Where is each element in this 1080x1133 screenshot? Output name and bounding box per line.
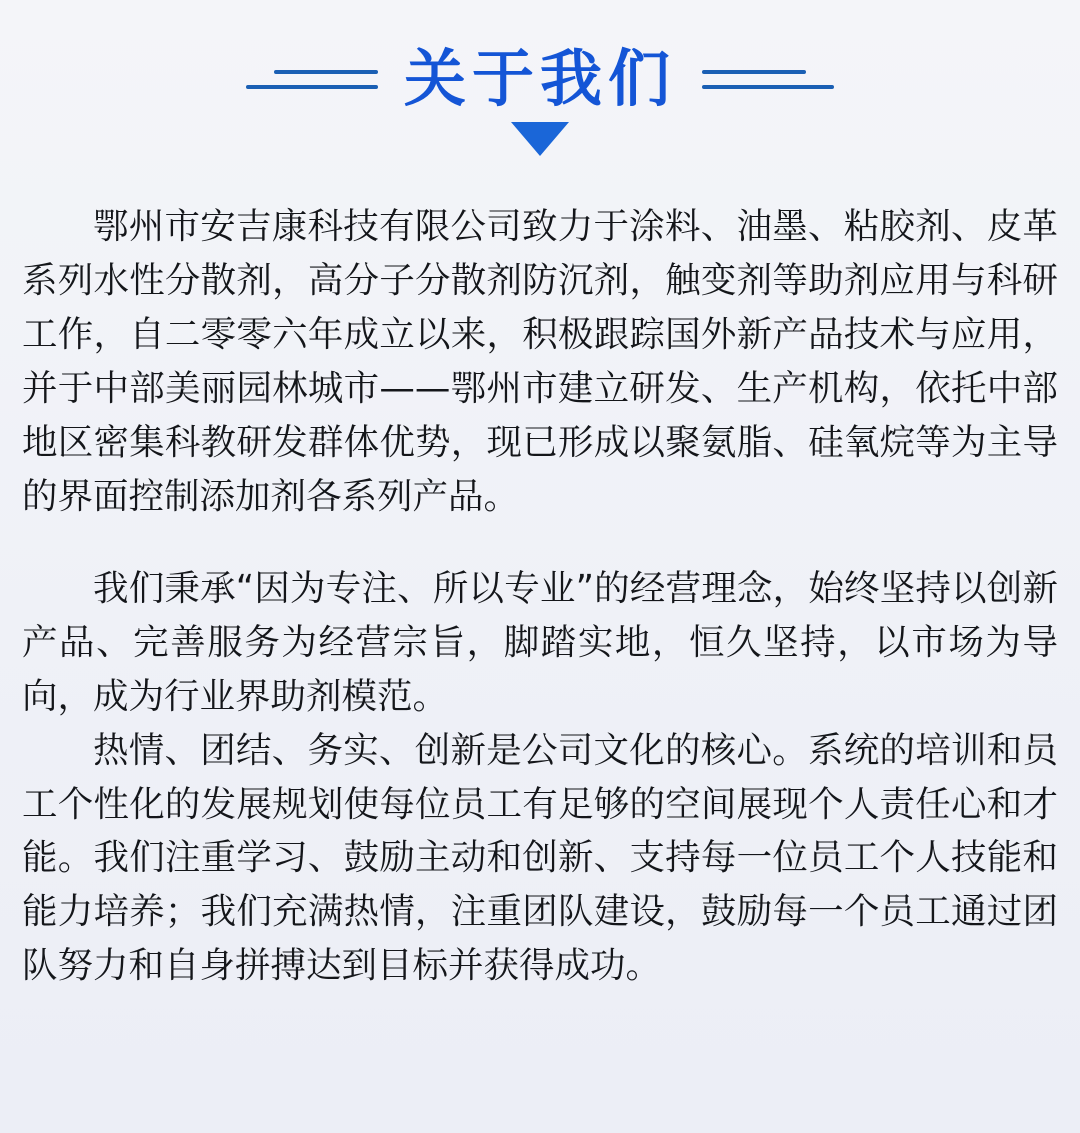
rule-line <box>702 70 806 74</box>
page-header <box>0 0 1080 115</box>
rule-line <box>246 85 378 89</box>
page-title: 关于我们 <box>403 42 676 115</box>
paragraph-company-overview: 鄂州市安吉康科技有限公司致力于涂料、油墨、粘胶剂、皮革系列水性分散剂，高分子分散剂防沉剂，触变剂等助剂应用与科研工作，自二零零六年成立以来，积极跟踪国外新产品技术与应用，并于中部美丽园林城市——鄂州市建立研发、生产机构，依托中部地区密集科教研发群体优势，现已形成以聚氨脂、硅氧烷等为主导的界面控制添加剂各系列产品。 <box>22 206 1058 517</box>
triangle-down-icon <box>511 122 569 156</box>
triangle-down-icon-wrap <box>0 122 1080 156</box>
decorative-rules-right <box>702 70 834 89</box>
rule-line <box>702 85 834 89</box>
paragraph-company-culture: 热情、团结、务实、创新是公司文化的核心。系统的培训和员工个性化的发展规划使每位员工有足够的空间展现个人责任心和才能。我们注重学习、鼓励主动和创新、支持每一位员工个人技能和能力培养；我们充满热情，注重团队建设，鼓励每一个员工通过团队努力和自身拼搏达到目标并获得成功。 <box>22 729 1058 987</box>
about-us-body <box>22 200 1058 993</box>
rule-line <box>274 70 378 74</box>
paragraph-business-philosophy: 我们秉承“因为专注、所以专业”的经营理念，始终坚持以创新产品、完善服务为经营宗旨，脚踏实地，恒久坚持，以市场为导向，成为行业界助剂模范。 <box>22 567 1058 717</box>
decorative-rules-left <box>246 70 378 89</box>
